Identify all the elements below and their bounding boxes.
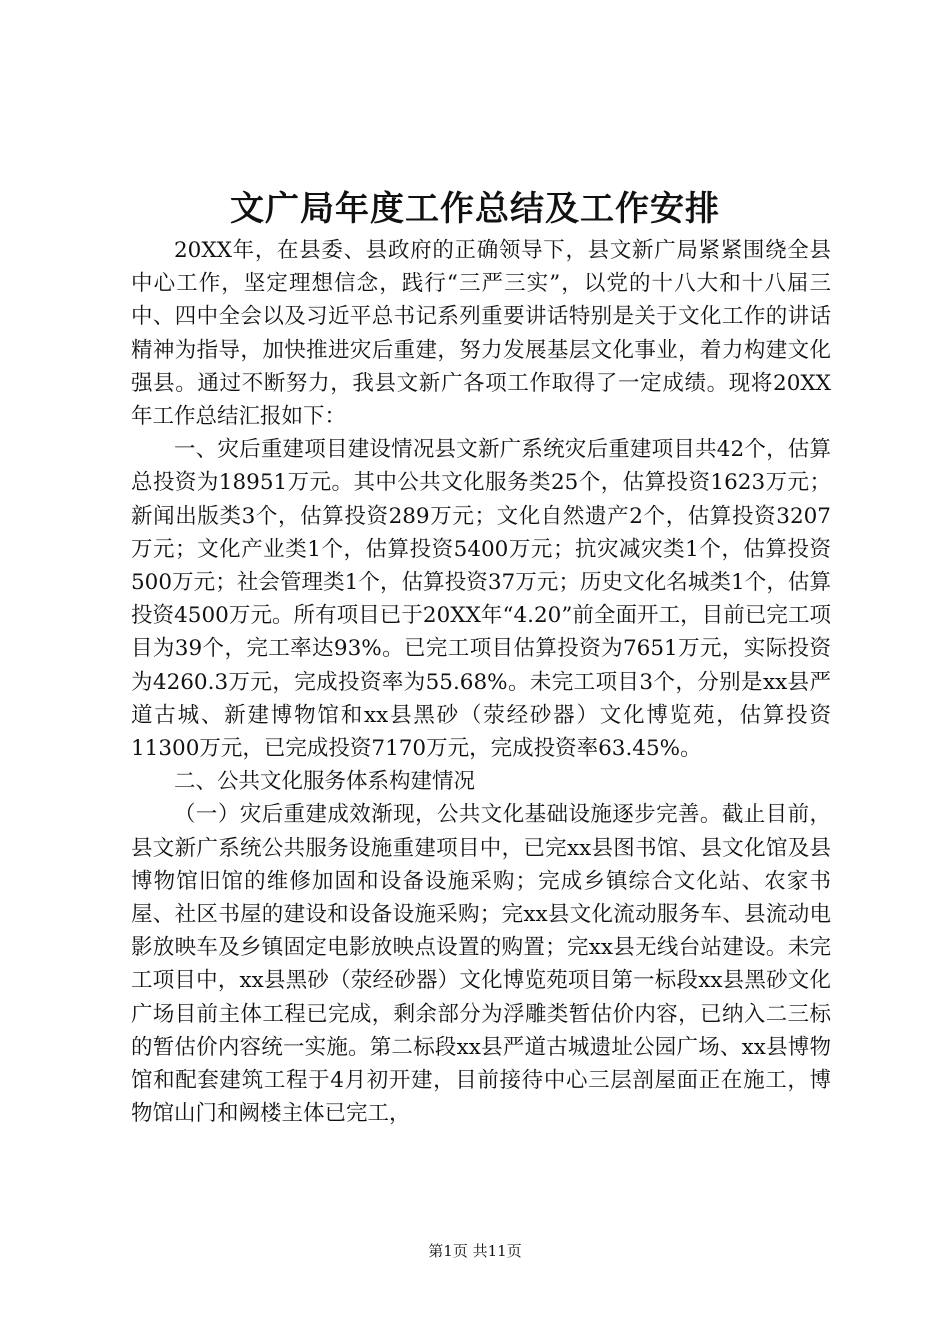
paragraph-section-2-1: （一）灾后重建成效渐现，公共文化基础设施逐步完善。截止目前，县文新广系统公共服务设施重建项目中，已完xx县图书馆、县文化馆及县博物馆旧馆的维修加固和设备设施采购；完成乡镇综合文化站、农家书屋、社区书屋的建设和设备设施采购；完xx县文化流动服务车、县流动电影放映车及乡镇固定电影放映点设置的购置；完xx县无线台站建设。未完工项目中，xx县黑砂（荥经砂器）文化博览苑项目第一标段xx县黑砂文化广场目前主体工程已完成，剩余部分为浮雕类暂估价内容，已纳入二三标的暂估价内容统一实施。第二标段xx县严道古城遗址公园广场、xx县博物馆和配套建筑工程于4月初开建，目前接待中心三层剖屋面正在施工，博物馆山门和阙楼主体已完工， — [131, 802, 831, 1127]
document-title: 文广局年度工作总结及工作安排 — [230, 189, 720, 229]
paragraph-intro: 20XX年，在县委、县政府的正确领导下，县文新广局紧紧围绕全县中心工作，坚定理想信念，践行“三严三实”，以党的十八大和十八届三中、四中全会以及习近平总书记系列重要讲话特别是关于文化工作的讲话精神为指导，加快推进灾后重建，努力发展基层文化事业，着力构建文化强县。通过不断努力，我县文新广各项工作取得了一定成绩。现将20XX年工作总结汇报如下： — [131, 238, 831, 430]
paragraph-section-1: 一、灾后重建项目建设情况县文新广系统灾后重建项目共42个，估算总投资为18951万元。其中公共文化服务类25个，估算投资1623万元；新闻出版类3个，估算投资289万元；文化自然遗产2个，估算投资3207万元；文化产业类1个，估算投资5400万元；抗灾减灾类1个，估算投资500万元；社会管理类1个，估算投资37万元；历史文化名城类1个，估算投资4500万元。所有项目已于20XX年“4.20”前全面开工，目前已完工项目为39个，完工率达93%。已完工项目估算投资为7651万元，实际投资为4260.3万元，完成投资率为55.68%。未完工项目3个，分别是xx县严道古城、新建博物馆和xx县黑砂（荥经砂器）文化博览苑，估算投资11300万元，已完成投资7170万元，完成投资率63.45%。 — [131, 437, 831, 762]
paragraph-section-2-heading: 二、公共文化服务体系构建情况 — [174, 769, 476, 795]
document-body — [131, 234, 831, 1130]
page-footer: 第1页 共11页 — [428, 1242, 522, 1260]
